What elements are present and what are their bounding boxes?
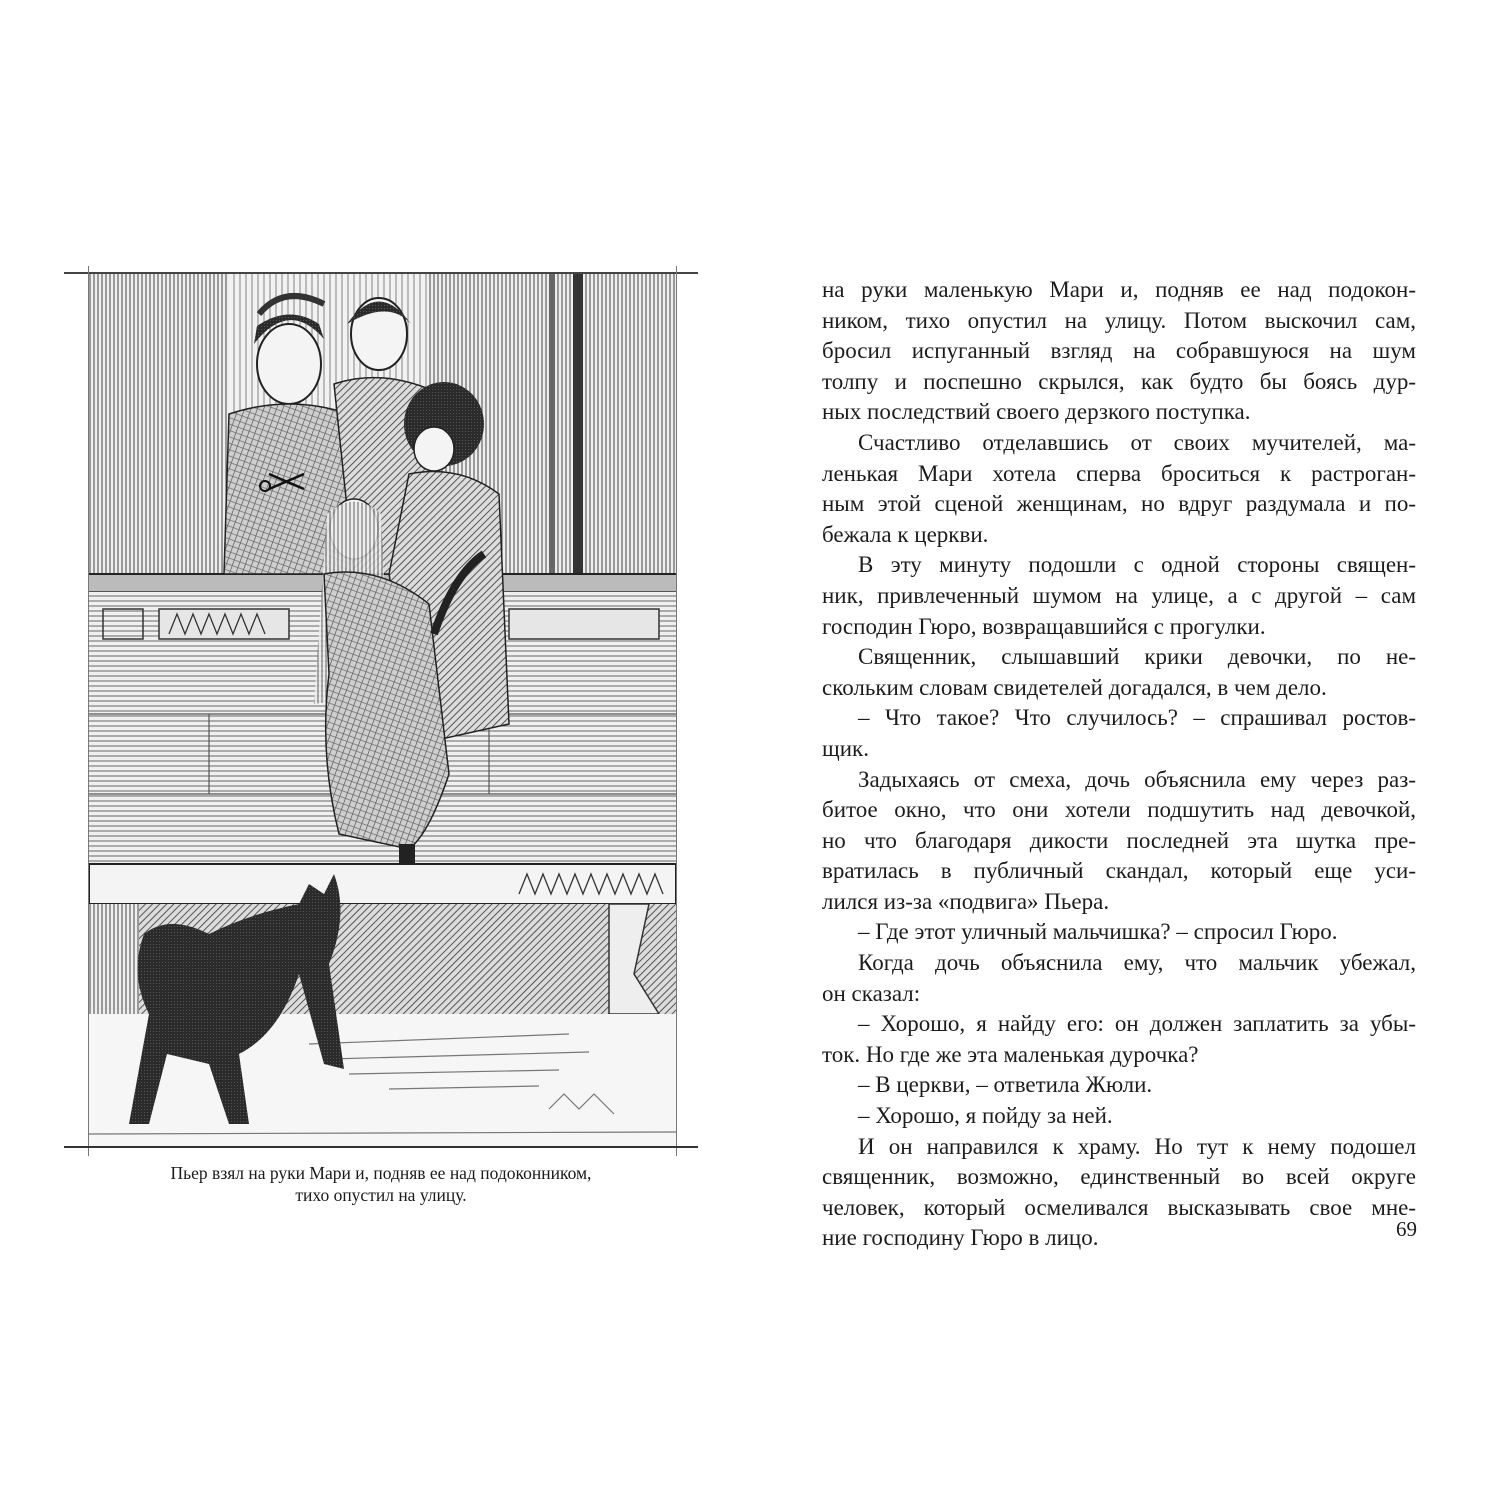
text-line: – Хорошо, я пойду за ней. bbox=[858, 1103, 1113, 1129]
text-line: ние господину Гюро в лицо. bbox=[822, 1225, 1099, 1251]
text-line: священник, возможно, единственный во всей округе bbox=[822, 1164, 1416, 1190]
text-line: И он направился к храму. Но тут к нему подошел bbox=[858, 1133, 1416, 1159]
text-line: Задыхаясь от смеха, дочь объяснила ему через раз- bbox=[858, 766, 1416, 792]
caption-line: Пьер взял на руки Мари и, подняв ее над подоконником, bbox=[170, 1163, 592, 1183]
text-line: но что благодаря дикости последней эта шутка пре- bbox=[822, 827, 1416, 853]
text-line: господин Гюро, возвращавшийся с прогулки. bbox=[822, 613, 1266, 639]
text-line: ток. Но где же эта маленькая дурочка? bbox=[822, 1041, 1199, 1067]
text-line: В эту минуту подошли с одной стороны священ- bbox=[858, 552, 1416, 578]
text-line: – Где этот уличный мальчишка? – спросил Гюро. bbox=[858, 919, 1338, 945]
illustration-caption bbox=[64, 1162, 698, 1206]
frame-rule-bottom bbox=[64, 1146, 698, 1148]
illustration-frame bbox=[64, 272, 698, 1148]
text-line: лился из-за «подвига» Пьера. bbox=[822, 888, 1110, 914]
text-line: битое окно, что они хотели подшутить над девочкой, bbox=[822, 797, 1416, 823]
text-line: он сказал: bbox=[822, 980, 921, 1006]
text-line: бежала к церкви. bbox=[822, 521, 989, 547]
body-text bbox=[822, 275, 1416, 1254]
text-line: Священник, слышавший крики девочки, по не- bbox=[858, 644, 1416, 670]
text-line: ленькая Мари хотела сперва броситься к растроган- bbox=[822, 460, 1416, 486]
caption-line: тихо опустил на улицу. bbox=[295, 1185, 467, 1205]
text-line: на руки маленькую Мари и, подняв ее над подокон- bbox=[822, 277, 1416, 302]
text-line: – Что такое? Что случилось? – спрашивал ростов- bbox=[858, 705, 1416, 731]
text-line: – В церкви, – ответила Жюли. bbox=[858, 1072, 1153, 1098]
text-line: Когда дочь объяснила ему, что мальчик убежал, bbox=[858, 950, 1416, 976]
text-line: человек, который осмеливался высказывать свое мне- bbox=[822, 1194, 1416, 1220]
text-line: – Хорошо, я найду его: он должен заплатить за убы- bbox=[858, 1011, 1416, 1037]
text-line: ных последствий своего дерзкого поступка. bbox=[822, 399, 1251, 425]
text-line: Счастливо отделавшись от своих мучителей, ма- bbox=[858, 429, 1416, 455]
text-line: ником, тихо опустил на улицу. Потом выскочил сам, bbox=[822, 307, 1416, 333]
text-line: щик. bbox=[822, 735, 869, 761]
text-line: скольким словам свидетелей догадался, в чем дело. bbox=[822, 674, 1327, 700]
text-line: ным этой сценой женщинам, но вдруг раздумала и по- bbox=[822, 491, 1416, 517]
frame-rule-right bbox=[676, 266, 677, 1156]
text-line: толпу и поспешно скрылся, как будто бы боясь дур- bbox=[822, 368, 1416, 394]
text-line: вратилась в публичный скандал, который еще уси- bbox=[822, 858, 1416, 884]
text-line: ник, привлеченный шумом на улице, а с другой – сам bbox=[822, 582, 1416, 608]
engraving-illustration bbox=[89, 274, 676, 1146]
page-number: 69 bbox=[1396, 1217, 1417, 1241]
text-line: бросил испуганный взгляд на собравшуюся на шум bbox=[822, 338, 1416, 364]
